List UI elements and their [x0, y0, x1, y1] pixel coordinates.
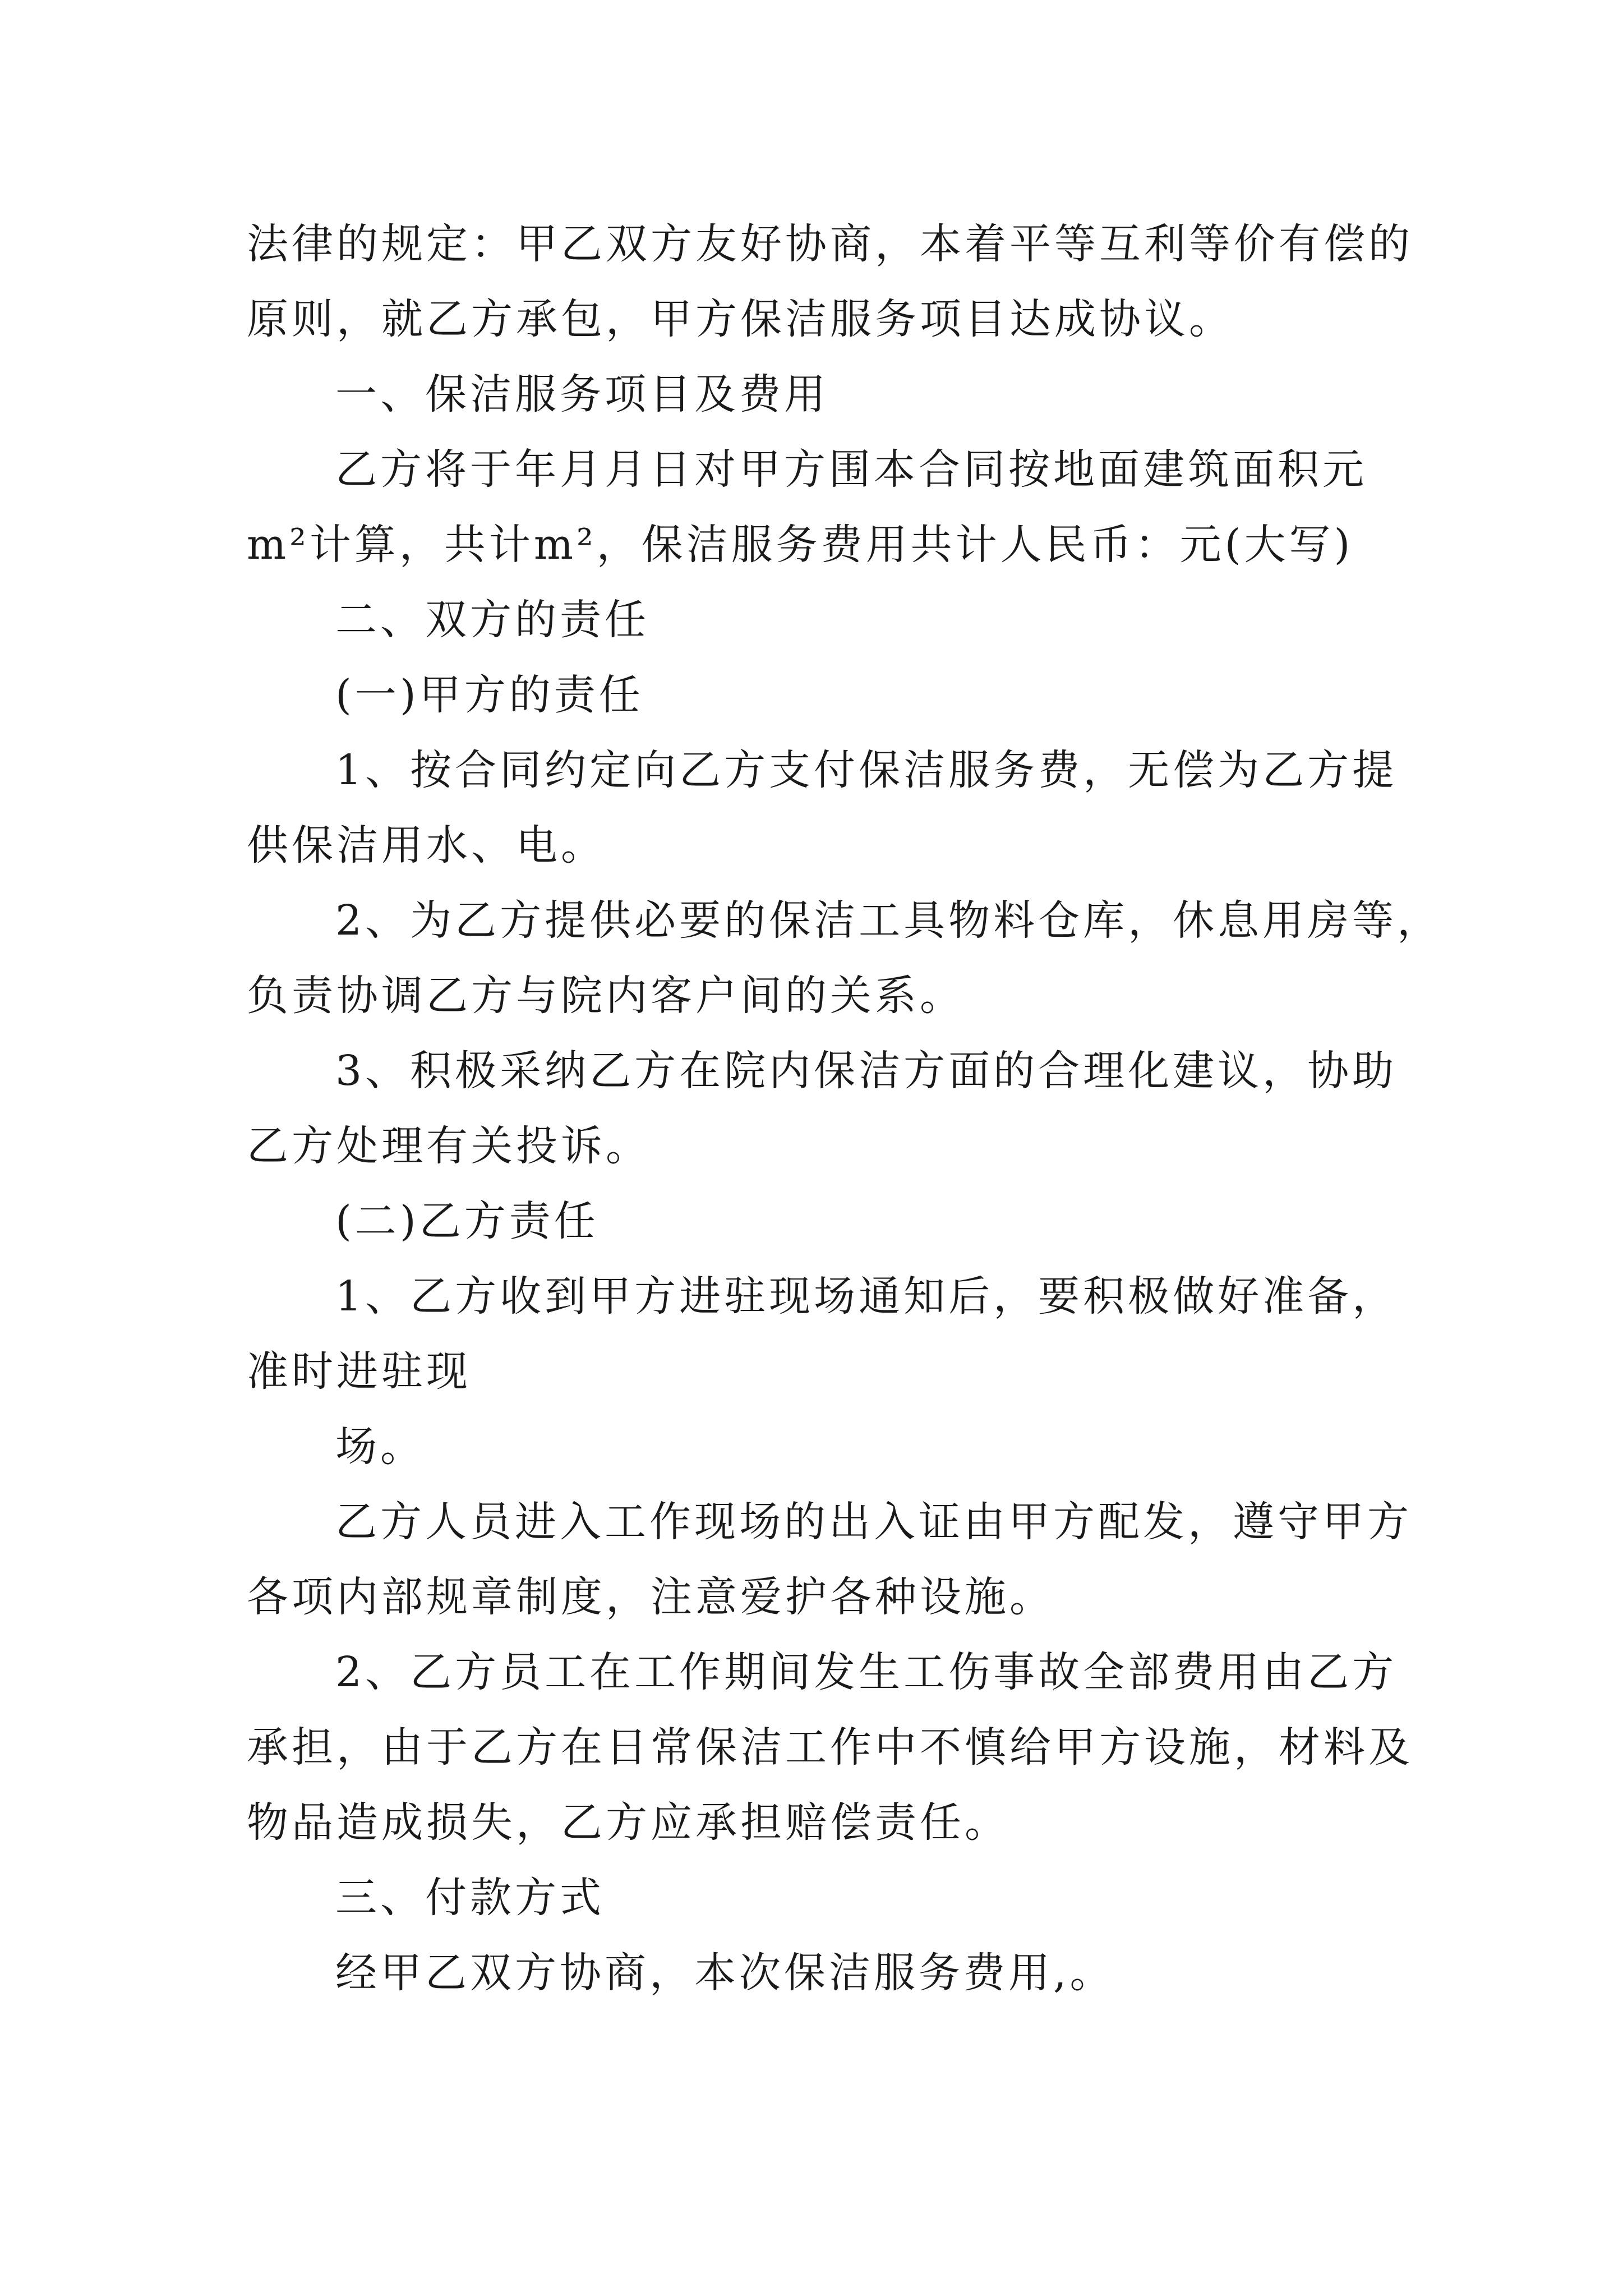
- document-line: 乙方将于年月月日对甲方围本合同按地面建筑面积元: [335, 445, 1367, 494]
- document-line: 经甲乙双方协商，本次保洁服务费用,。: [335, 1949, 1115, 1997]
- document-line: 三、付款方式: [335, 1874, 605, 1922]
- document-line: 乙方处理有关投诉。: [247, 1122, 651, 1170]
- document-line: 2、为乙方提供必要的保洁工具物料仓库，休息用房等，: [335, 896, 1442, 945]
- document-line: 供保洁用水、电。: [247, 821, 606, 869]
- document-line: 1、按合同约定向乙方支付保洁服务费，无偿为乙方提: [335, 746, 1398, 794]
- document-line: 一、保洁服务项目及费用: [335, 370, 829, 418]
- document-line: 物品造成损失，乙方应承担赔偿责任。: [247, 1798, 1009, 1847]
- document-line: 2、乙方员工在工作期间发生工伤事故全部费用由乙方: [335, 1648, 1398, 1696]
- document-body: [247, 206, 1442, 2010]
- document-line: 承担，由于乙方在日常保洁工作中不慎给甲方设施，材料及: [247, 1723, 1413, 1772]
- document-line: (一)甲方的责任: [335, 671, 644, 719]
- document-line: 二、双方的责任: [335, 596, 649, 644]
- document-line: 负责协调乙方与院内客户间的关系。: [247, 972, 965, 1020]
- document-line: 原则，就乙方承包，甲方保洁服务项目达成协议。: [247, 295, 1234, 343]
- document-line: 各项内部规章制度，注意爱护各种设施。: [247, 1573, 1054, 1621]
- document-line: 1、乙方收到甲方进驻现场通知后，要积极做好准备，: [335, 1272, 1398, 1320]
- document-line: (二)乙方责任: [335, 1197, 599, 1245]
- document-line: 场。: [335, 1423, 425, 1471]
- document-line: 乙方人员进入工作现场的出入证由甲方配发，遵守甲方: [335, 1498, 1412, 1546]
- document-line: 3、积极采纳乙方在院内保洁方面的合理化建议，协助: [335, 1047, 1398, 1095]
- document-line: m²计算，共计m²，保洁服务费用共计人民币：元(大写): [247, 521, 1354, 569]
- document-line: 法律的规定：甲乙双方友好协商，本着平等互利等价有偿的: [247, 220, 1413, 268]
- document-line: 准时进驻现: [247, 1347, 471, 1396]
